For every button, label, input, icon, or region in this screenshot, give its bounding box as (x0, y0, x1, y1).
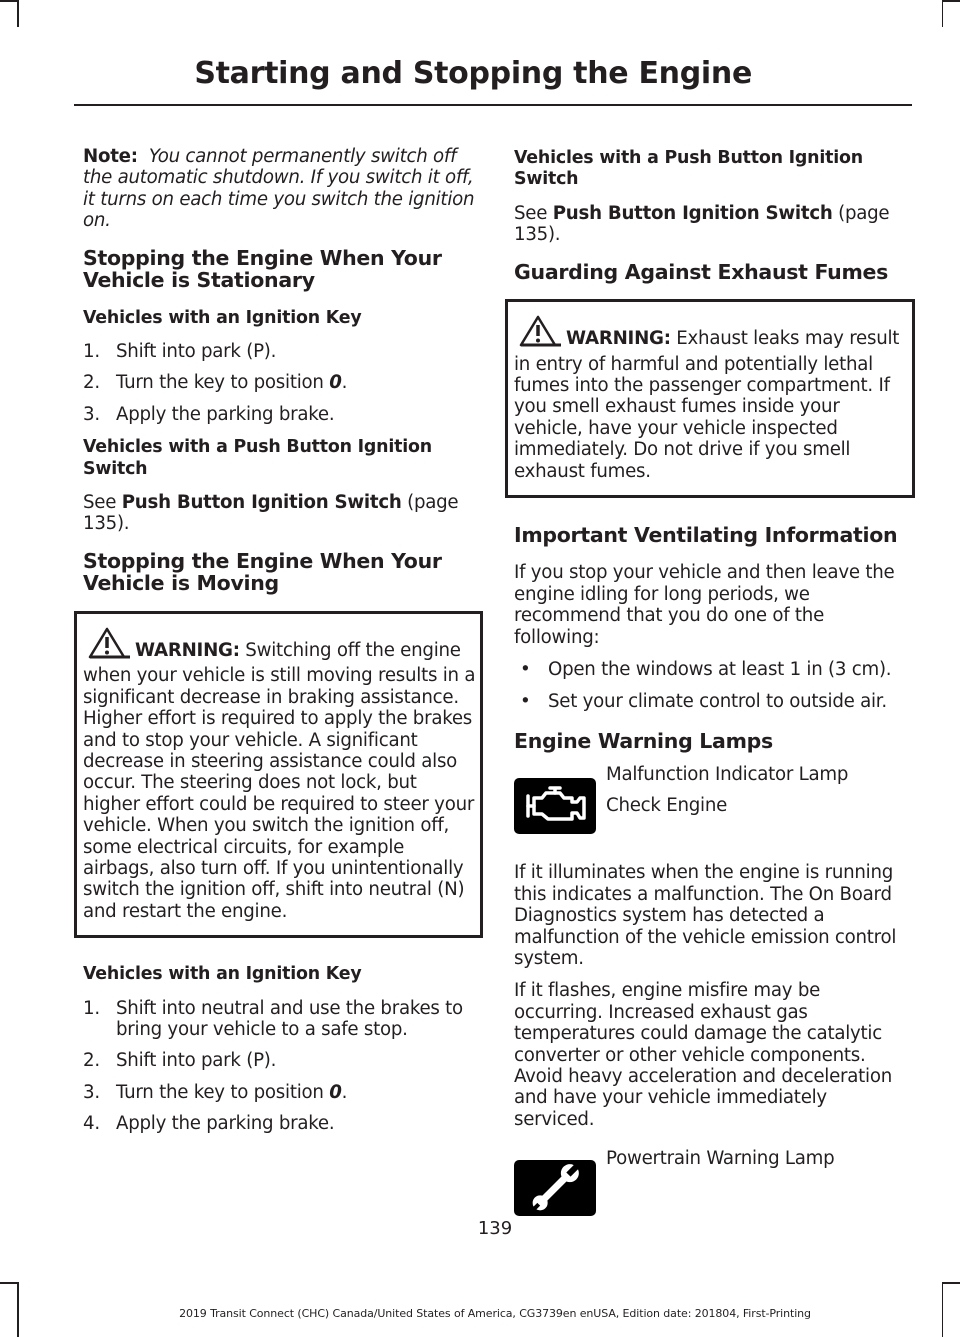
list-text-end: . (341, 1081, 348, 1103)
wrench-icon (514, 1160, 596, 1216)
see-suffix: (page 135). (83, 492, 459, 535)
heading-exhaust: Guarding Against Exhaust Fumes (514, 259, 889, 284)
crop-mark (0, 1282, 17, 1284)
list-item (83, 404, 483, 425)
malfunction-lamp-row (514, 764, 912, 850)
right-column (514, 146, 912, 1246)
list-number: 3. (83, 1081, 100, 1103)
crop-mark (17, 0, 19, 27)
lamp-name: Malfunction Indicator Lamp (606, 764, 849, 786)
list-text: Shift into neutral and use the brakes to bring your vehicle to a safe stop. (116, 997, 463, 1040)
position-value: 0 (329, 1081, 342, 1103)
position-value: 0 (329, 372, 342, 394)
page-number: 139 (477, 1218, 513, 1239)
bullet-item (514, 659, 912, 680)
see-suffix: (page 135). (514, 202, 890, 246)
note-text: You cannot permanently switch off the automatic shutdown. If you switch it off, it turns on each time you switch the ignition on. (83, 146, 475, 232)
warning-box (505, 299, 915, 498)
heading-moving: Stopping the Engine When Your Vehicle is Moving (83, 548, 442, 596)
subheading-ignition-key: Vehicles with an Ignition Key (83, 307, 362, 328)
lamp-illuminates-text: If it illuminates when the engine is running this indicates a malfunction. The On Board Diagnostics system has detected a malfunction of the vehicle emission control system. (514, 862, 897, 970)
bullet-text: Open the windows at least 1 in (3 cm). (548, 659, 892, 681)
warning-box (74, 611, 483, 938)
list-item (83, 1113, 483, 1134)
note (83, 146, 483, 232)
list-number: 1. (83, 341, 100, 363)
subheading-ignition-key-2: Vehicles with an Ignition Key (83, 964, 362, 985)
engine-icon (514, 778, 596, 834)
list-text: Apply the parking brake. (116, 1113, 335, 1135)
heading-stationary: Stopping the Engine When Your Vehicle is Stationary (83, 245, 442, 293)
list-number: 3. (83, 403, 100, 425)
see-reference (514, 203, 912, 246)
lamp-name: Powertrain Warning Lamp (606, 1148, 835, 1170)
list-text: Apply the parking brake. (116, 403, 335, 425)
note-label: Note: (83, 146, 138, 167)
see-prefix: See (83, 492, 122, 514)
warning-text: Switching off the engine when your vehicle is still moving results in a significant decrease in braking assistance. Higher effort is required to apply the brakes and to stop your vehicle. A significant decrease in steering assistance could also occur. The steering does not lock, but higher effort could be required to steer your vehicle. When you switch the ignition off, some electrical circuits, for example airbags, also turn off. If you unintentionally switch the ignition off, shift into neutral (N) and restart the engine. (83, 639, 476, 922)
list-item (83, 1082, 483, 1103)
left-column (83, 146, 483, 1146)
lamp-subname: Check Engine (606, 794, 728, 816)
crop-mark (0, 0, 17, 2)
see-reference (83, 492, 483, 535)
warning-label: WARNING: (566, 328, 671, 350)
page-title: Starting and Stopping the Engine (194, 56, 752, 91)
powertrain-lamp-text (606, 1148, 912, 1169)
list-number: 4. (83, 1113, 100, 1135)
ventilating-text: If you stop your vehicle and then leave the engine idling for long periods, we recommend that you do one of the following: (514, 562, 895, 648)
warning-triangle-icon (87, 626, 133, 665)
bullet-text: Set your climate control to outside air. (548, 690, 887, 712)
header-divider (74, 104, 912, 106)
footer-text: 2019 Transit Connect (CHC) Canada/United States of America, CG3739en enUSA, Edition date: 201804, First-Printing (179, 1307, 811, 1320)
subheading-push-button-right: Vehicles with a Push Button Ignition Switch (514, 148, 863, 190)
list-item (83, 372, 483, 393)
list-number: 1. (83, 997, 100, 1019)
list-text: Turn the key to position (116, 1081, 330, 1103)
list-number: 2. (83, 1050, 100, 1072)
list-item (83, 341, 483, 362)
cross-reference-link[interactable]: Push Button Ignition Switch (552, 202, 833, 224)
ventilating-bullets (514, 659, 912, 712)
list-item (83, 998, 483, 1041)
heading-ventilating: Important Ventilating Information (514, 522, 898, 547)
steps-moving (83, 998, 483, 1135)
crop-mark (943, 0, 960, 2)
list-text: Shift into park (P). (116, 341, 277, 363)
warning-triangle-icon (518, 314, 564, 353)
lamp-flashes-text: If it flashes, engine misfire may be occurring. Increased exhaust gas temperatures could damage the catalytic converter or other vehicle components. Avoid heavy acceleration and deceleration and have your vehicle immediately serviced. (514, 980, 893, 1130)
bullet-mark: • (520, 659, 531, 681)
crop-mark (942, 0, 944, 27)
warning-text: Exhaust leaks may result in entry of harmful and potentially lethal fumes into the passenger compartment. If you smell exhaust fumes inside your vehicle, have your vehicle inspected immediately. Do not drive if you smell exhaust fumes. (514, 328, 900, 482)
list-text: Shift into park (P). (116, 1050, 277, 1072)
malfunction-lamp-text (606, 764, 912, 816)
crop-mark (943, 1282, 960, 1284)
heading-lamps: Engine Warning Lamps (514, 728, 773, 753)
list-item (83, 1050, 483, 1071)
see-prefix: See (514, 202, 553, 224)
list-number: 2. (83, 372, 100, 394)
warning-label: WARNING: (135, 639, 240, 661)
steps-stationary (83, 341, 483, 425)
list-text-end: . (341, 372, 348, 394)
subheading-push-button: Vehicles with a Push Button Ignition Switch (83, 437, 432, 479)
bullet-item (514, 691, 912, 712)
list-text: Turn the key to position (116, 372, 330, 394)
bullet-mark: • (520, 690, 531, 712)
cross-reference-link[interactable]: Push Button Ignition Switch (121, 492, 402, 514)
